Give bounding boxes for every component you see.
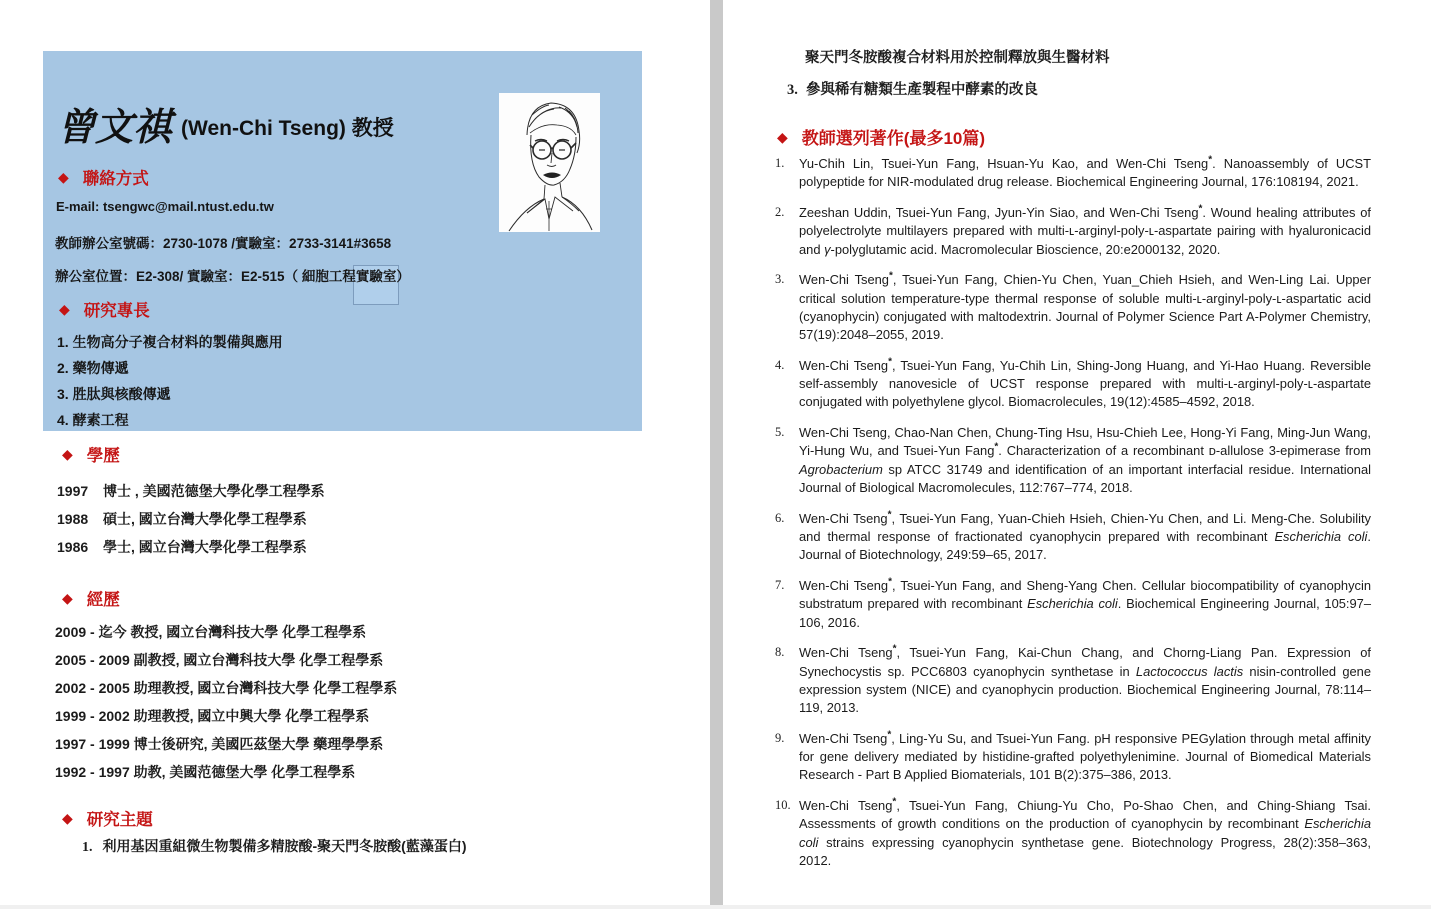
publication-text-segment: , Tsuei-Yun Fang, Kai-Chun Chang, and Chorng-Liang Pan. Expression of Synechocystis sp. PCC6803 cyanophycin synthetase in — [799, 645, 1371, 679]
publication-item — [775, 730, 1373, 785]
corresponding-author-star-icon: * — [888, 356, 892, 368]
experience-item: 1999 - 2002 助理教授, 國立中興大學 化學工程學系 — [55, 708, 370, 724]
experience-item: 1992 - 1997 助教, 美國范德堡大學 化學工程學系 — [55, 764, 356, 780]
publication-item — [775, 271, 1373, 344]
corresponding-author-star-icon: * — [887, 729, 892, 741]
specialty-item: 2. 藥物傳遞 — [57, 360, 129, 376]
publications-heading-label: 教師選列著作(最多10篇) — [801, 129, 986, 148]
corresponding-author-star-icon: * — [887, 509, 892, 521]
specialty-section-heading — [59, 297, 150, 321]
diamond-bullet-icon: ◆ — [59, 301, 70, 317]
office-location-prefix: 辦公室位置：E2-308/ 實驗室：E2-515（ 細胞工程 — [55, 269, 356, 284]
page-divider — [710, 0, 723, 909]
research-topics-heading — [62, 806, 153, 830]
italic-species-name: Escherichia coli — [1027, 596, 1118, 612]
publication-item — [775, 510, 1373, 565]
topic-text: 利用基因重組微生物製備多精胺酸-聚天門冬胺酸(藍藻蛋白) — [102, 838, 467, 854]
publication-item — [775, 204, 1373, 259]
education-detail: 博士 , 美國范德堡大學化學工程學系 — [103, 483, 325, 499]
education-section-heading — [62, 442, 120, 466]
diamond-bullet-icon: ◆ — [62, 590, 73, 606]
topic-number: 1. — [82, 840, 93, 855]
corresponding-author-star-icon: * — [1198, 203, 1203, 215]
experience-item: 2005 - 2009 副教授, 國立台灣科技大學 化學工程學系 — [55, 652, 384, 668]
publication-text — [799, 797, 1371, 870]
publication-text-segment: Yu-Chih Lin, Tsuei-Yun Fang, Hsuan-Yu Kao, and Wen-Chi Tseng — [799, 156, 1209, 171]
publication-text-segment: sp ATCC 31749 and identification of an important interfacial residue. International Journal of Biological Macromolecules, 112:767–774, 2018. — [799, 461, 1371, 496]
corresponding-author-star-icon: * — [888, 270, 893, 282]
research-topics-heading-label: 研究主題 — [86, 811, 153, 829]
topic-continuation-line: 聚天門冬胺酸複合材料用於控制釋放與生醫材料 — [805, 50, 1110, 66]
education-list — [57, 477, 325, 561]
publication-text — [799, 155, 1371, 192]
publication-text-segment: Wen-Chi Tseng — [799, 798, 893, 814]
publication-text-segment: . Wound healing attributes of polyelectrolyte multilayers prepared with multi-ʟ-arginyl-poly-ʟ-aspartate pairing with hyaluronicacid and — [799, 204, 1371, 257]
topic-text: 參與稀有糖類生產製程中酵素的改良 — [805, 82, 1038, 98]
publication-text-segment: -polyglutamic acid. Macromolecular Bioscience, 20:e2000132, 2020. — [830, 241, 1221, 257]
corresponding-author-star-icon: * — [994, 442, 999, 454]
publication-text — [799, 644, 1371, 717]
publication-number: 10. — [775, 798, 791, 813]
publication-number: 4. — [775, 357, 785, 372]
specialty-item: 4. 酵素工程 — [57, 412, 129, 428]
publication-text-segment: . Journal of Biotechnology, 249:59–65, 2017. — [799, 529, 1371, 563]
corresponding-author-star-icon: * — [892, 796, 897, 808]
professor-name — [57, 104, 394, 149]
corresponding-author-star-icon: * — [892, 643, 897, 655]
publication-text-segment: Wen-Chi Tseng — [799, 272, 889, 288]
contact-section-heading — [58, 165, 149, 189]
publications-list — [775, 155, 1373, 883]
office-location-suffix: ） — [396, 269, 410, 284]
research-topic-item — [787, 78, 1038, 99]
publication-text — [799, 424, 1371, 497]
publication-text — [799, 730, 1371, 785]
specialty-item: 1. 生物高分子複合材料的製備與應用 — [57, 334, 283, 350]
experience-heading-label: 經歷 — [86, 591, 120, 609]
education-heading-label: 學歷 — [86, 447, 120, 465]
italic-species-name: γ — [824, 241, 831, 257]
publication-number: 5. — [775, 425, 785, 440]
education-item — [57, 505, 325, 533]
publication-text-segment: . Characterization of a recombinant ᴅ-allulose 3-epimerase from — [998, 443, 1371, 459]
publications-section-heading — [777, 124, 985, 149]
publication-text-segment: , Tsuei-Yun Fang, Chiung-Yu Cho, Po-Shao Chen, and Ching-Shiang Tsai. Assessments of growth conditions on the production of cyanophycin by recombinant — [799, 798, 1371, 832]
diamond-bullet-icon: ◆ — [62, 446, 73, 462]
publication-text-segment: Wen-Chi Tseng — [799, 730, 888, 746]
experience-list — [55, 618, 397, 786]
publication-text — [799, 271, 1371, 344]
publication-text-segment: , Tsuei-Yun Fang, Yuan-Chieh Hsieh, Chien-Yu Chen, and Li. Meng-Che. Solubility and thermal response of fractionated cyanophycin prepared with recombinant — [799, 510, 1371, 544]
email-line: E-mail: tsengwc@mail.ntust.edu.tw — [56, 199, 274, 214]
italic-species-name: Lactococcus lactis — [1135, 663, 1244, 679]
professor-name-en-title: (Wen-Chi Tseng) 教授 — [181, 117, 394, 140]
education-item — [57, 477, 325, 505]
portrait-sketch — [499, 93, 600, 232]
professor-name-zh: 曾文祺 — [57, 104, 172, 149]
education-detail: 碩士, 國立台灣大學化學工程學系 — [103, 511, 307, 527]
publication-text-segment: Wen-Chi Tseng — [799, 577, 889, 593]
experience-item: 2009 - 迄今 教授, 國立台灣科技大學 化學工程學系 — [55, 624, 367, 640]
publication-item — [775, 357, 1373, 412]
publication-number: 9. — [775, 730, 785, 745]
publication-text-segment: Wen-Chi Tseng — [799, 357, 889, 373]
diamond-bullet-icon: ◆ — [62, 810, 73, 826]
publication-number: 6. — [775, 510, 785, 525]
publication-item — [775, 797, 1373, 870]
publication-text-segment: strains expressing cyanophycin synthetase gene. Biotechnology Progress, 28(2):358–363, 2012. — [799, 834, 1371, 869]
italic-species-name: Agrobacterium — [799, 461, 883, 477]
page-right — [723, 0, 1431, 905]
publication-number: 8. — [775, 645, 785, 660]
publication-text — [799, 577, 1371, 632]
publication-item — [775, 424, 1373, 497]
publication-item — [775, 155, 1373, 192]
publication-number: 2. — [775, 204, 785, 219]
publication-text-segment: . Nanoassembly of UCST polypeptide for NIR-modulated drug release. Biochemical Engineering Journal, 176:108194, 2021. — [799, 156, 1372, 190]
publication-text-segment: , Tsuei-Yun Fang, Yu-Chih Lin, Shing-Jong Huang, and Yi-Hao Huang. Reversible self-assembly nanovesicle of UCST response prepared with multi-ʟ-arginyl-poly-ʟ-aspartate conjugated with polyethylene glycol. Biomacrolecules, 19(12):4585–4592, 2018. — [799, 357, 1371, 410]
corresponding-author-star-icon: * — [888, 576, 893, 588]
experience-section-heading — [62, 586, 120, 610]
publication-item — [775, 577, 1373, 632]
publication-text-segment: , Ling-Yu Su, and Tsuei-Yun Fang. pH responsive PEGylation through metal affinity for gene delivery mediated by histidine-grafted polyethylenimine. Journal of Biomedical Materials Research - Part B Applied Biomaterials, 101 B(2):375–386, 2013. — [799, 730, 1371, 783]
diamond-bullet-icon: ◆ — [58, 169, 69, 185]
profile-card — [43, 51, 642, 431]
corresponding-author-star-icon: * — [1208, 154, 1213, 166]
publication-number: 1. — [775, 156, 785, 170]
education-year: 1986 — [57, 539, 89, 555]
specialty-list — [57, 329, 283, 433]
experience-item: 1997 - 1999 博士後研究, 美國匹茲堡大學 藥理學學系 — [55, 736, 384, 752]
education-year: 1988 — [57, 511, 89, 527]
page-bottom-edge — [0, 905, 1431, 909]
publication-number: 3. — [775, 272, 785, 287]
publication-text — [799, 357, 1371, 412]
italic-species-name: Escherichia coli — [799, 816, 1371, 850]
publication-text-segment: nisin-controlled gene expression system (NICE) and cyanophycin production. Biochemical Engineering Journal, 78:114–119, 2013. — [799, 663, 1372, 716]
publication-text-segment: Wen-Chi Tseng, Chao-Nan Chen, Chung-Ting Hsu, Hsu-Chieh Lee, Hong-Yi Fang, Ming-Jun Wang, Yi-Hung Wu, and Tsuei-Yun Fang — [799, 425, 1371, 459]
experience-item: 2002 - 2005 助理教授, 國立台灣科技大學 化學工程學系 — [55, 680, 398, 696]
italic-species-name: Escherichia coli — [1274, 529, 1368, 544]
publication-text-segment: , Tsuei-Yun Fang, Chien-Yu Chen, Yuan_Chieh Hsieh, and Wen-Ling Lai. Upper critical solution temperature-type thermal response of soluble multi-ʟ-arginyl-poly-ʟ-aspartatic acid (cyanophycin) conjugated with maltodextrin. Journal of Polymer Science Part A-Polymer Chemistry, 57(19):2048–2055, 2019. — [799, 272, 1372, 343]
publication-text-segment: Wen-Chi Tseng — [799, 645, 893, 661]
specialty-heading-label: 研究專長 — [83, 302, 150, 320]
page-left — [0, 0, 710, 905]
diamond-bullet-icon: ◆ — [777, 128, 788, 145]
education-item — [57, 533, 325, 561]
specialty-item: 3. 胜肽與核酸傳遞 — [57, 386, 171, 402]
education-year: 1997 — [57, 483, 89, 499]
selection-highlight: 實驗室 — [355, 269, 397, 284]
office-phone-line: 教師辦公室號碼：2730-1078 /實驗室：2733-3141#3658 — [55, 236, 392, 251]
publication-text-segment: . Biochemical Engineering Journal, 105:97–106, 2016. — [799, 596, 1371, 630]
publication-text — [799, 510, 1371, 565]
publication-text-segment: Wen-Chi Tseng — [799, 510, 888, 526]
portrait-sketch-drawing — [499, 93, 600, 232]
education-detail: 學士, 國立台灣大學化學工程學系 — [103, 539, 307, 555]
publication-number: 7. — [775, 577, 785, 592]
publication-text-segment: , Tsuei-Yun Fang, and Sheng-Yang Chen. Cellular biocompatibility of cyanophycin substratum prepared with recombinant — [799, 577, 1372, 612]
contact-heading-label: 聯絡方式 — [82, 170, 149, 188]
publication-item — [775, 644, 1373, 717]
publication-text-segment: Zeeshan Uddin, Tsuei-Yun Fang, Jyun-Yin Siao, and Wen-Chi Tseng — [799, 204, 1199, 220]
topic-number: 3. — [787, 82, 798, 98]
research-topic-item — [82, 836, 467, 856]
office-location-line — [55, 265, 410, 285]
publication-text — [799, 204, 1371, 259]
